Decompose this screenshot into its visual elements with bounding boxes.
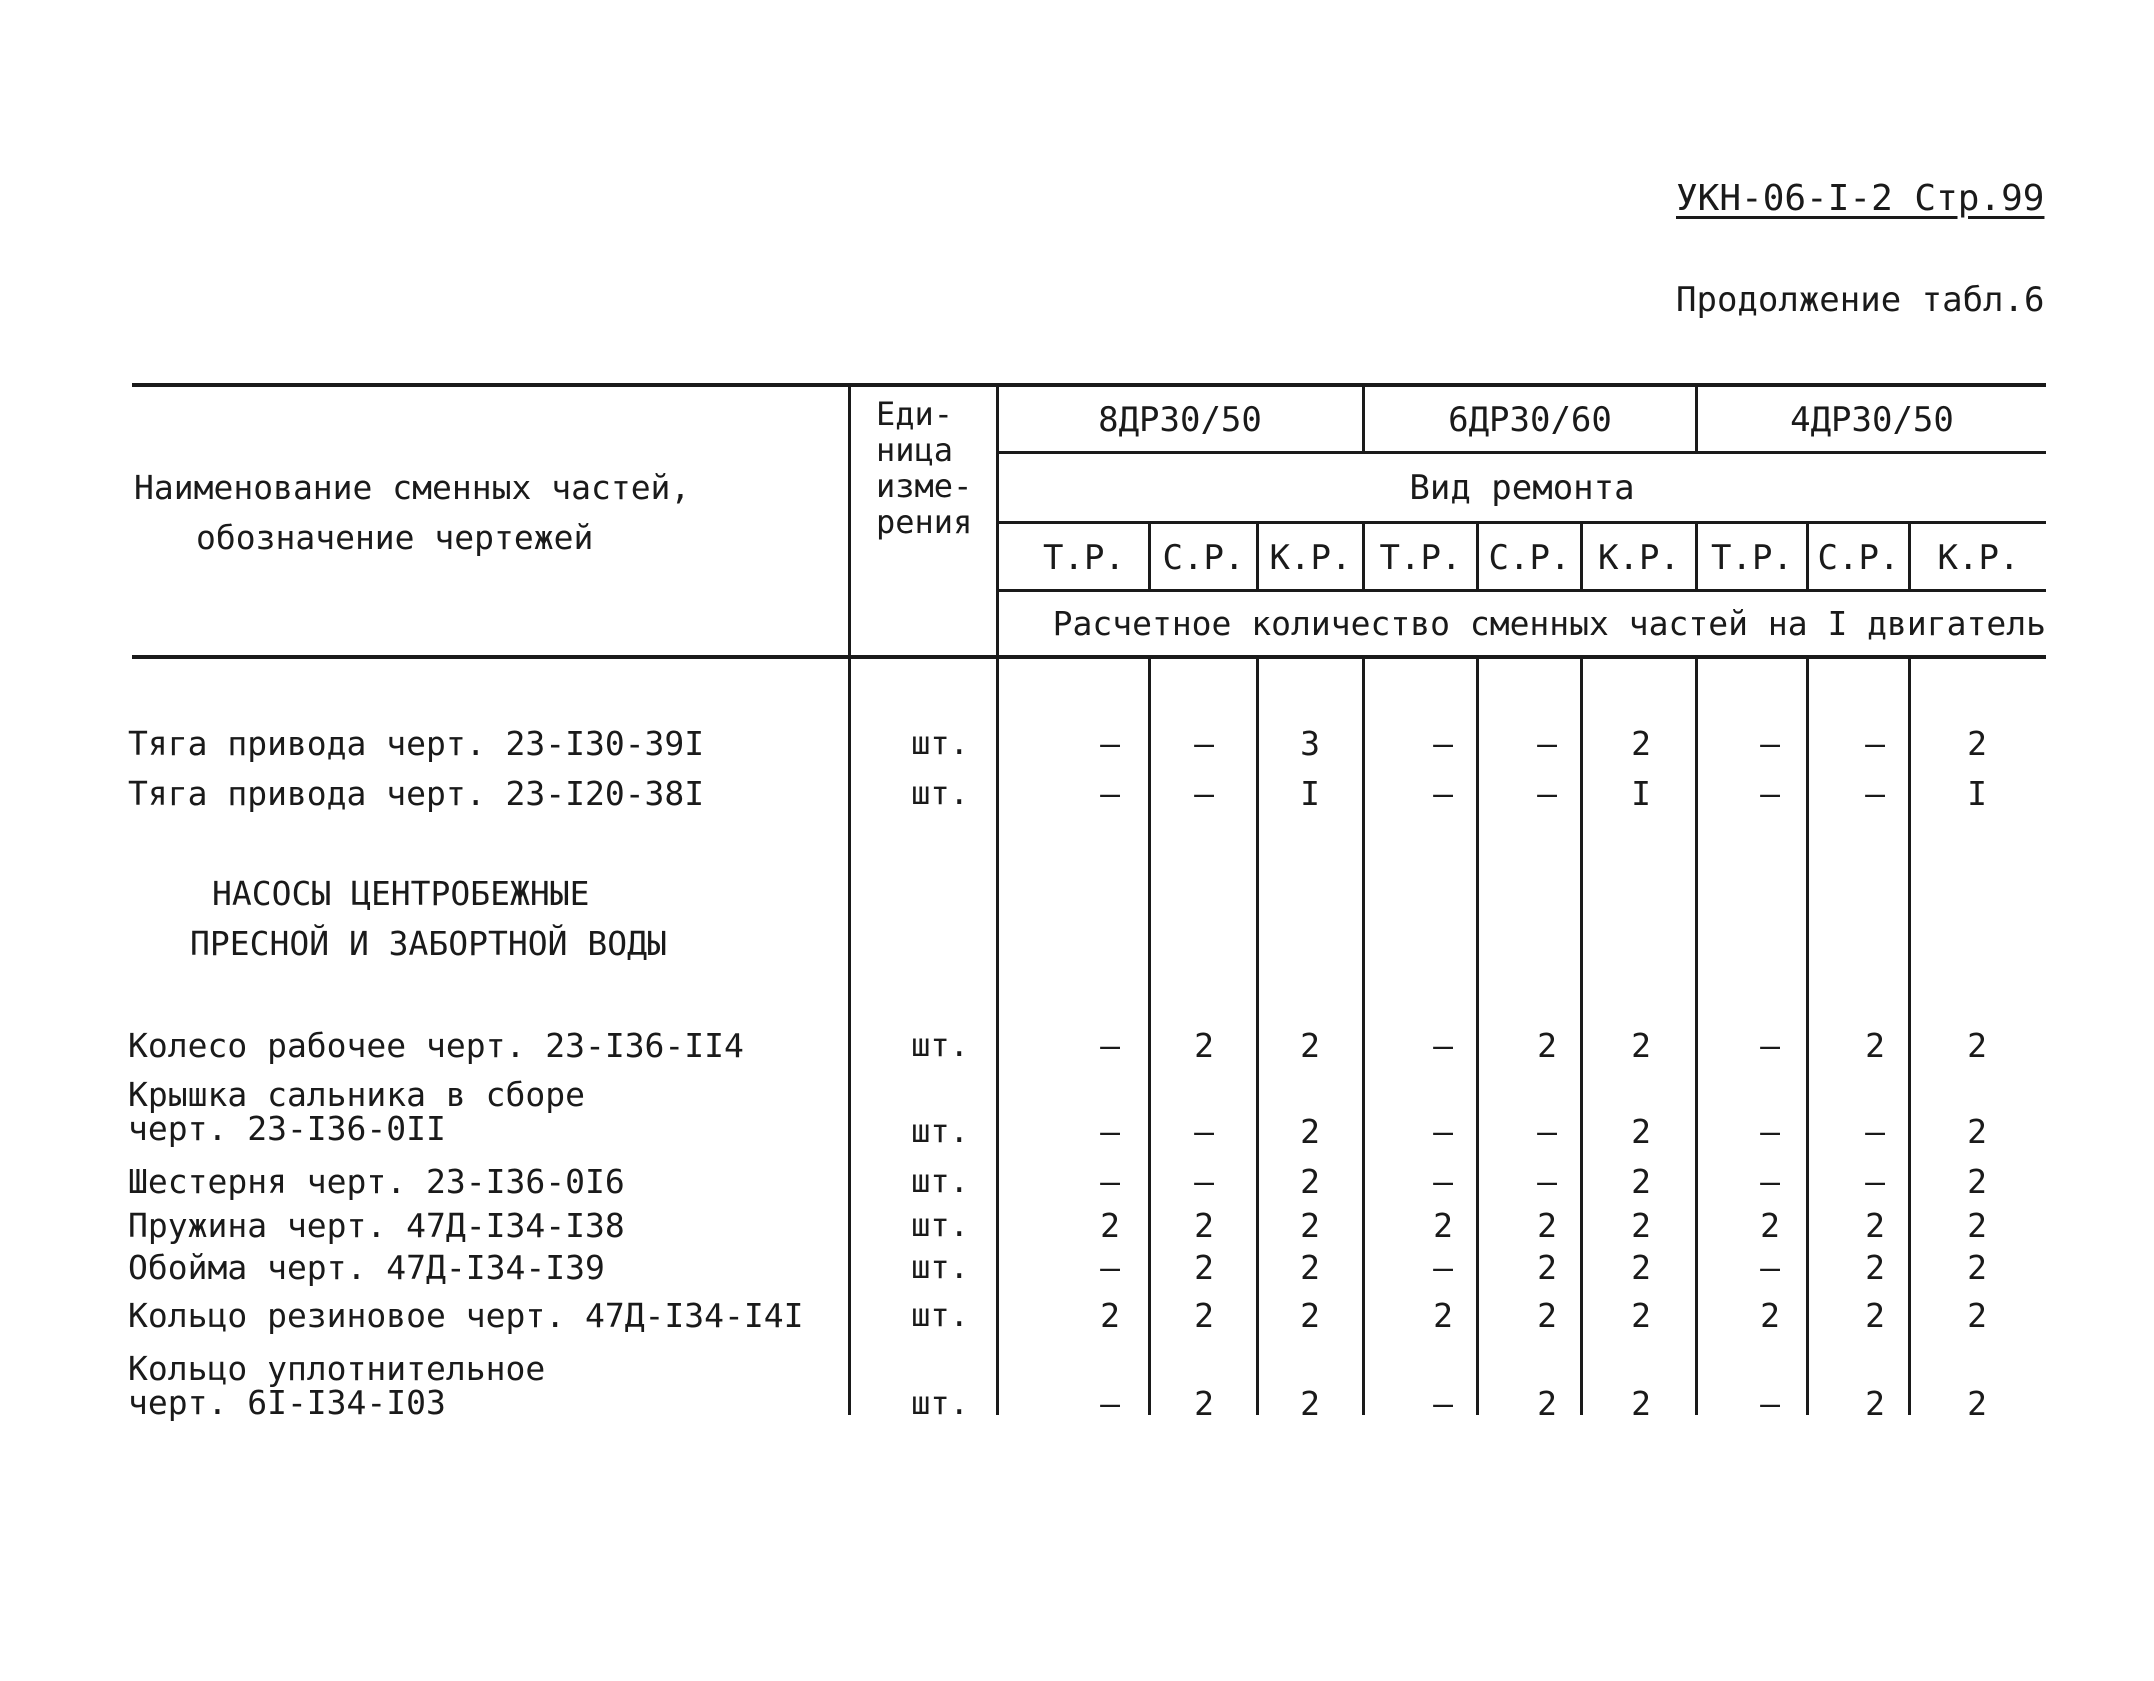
qty-cell: 2 [1631,1248,1651,1287]
qty-cell: 2 [1967,1206,1987,1245]
part-name: Кольцо резиновое черт. 47Д-I34-I4I [128,1296,804,1335]
qty-cell: 2 [1537,1206,1557,1245]
qty-cell: 2 [1631,1206,1651,1245]
qty-cell: 2 [1300,1384,1320,1423]
qty-cell: – [1194,724,1214,763]
qty-cell: – [1194,774,1214,813]
table-row [0,1248,2154,1294]
unit-column-header [876,396,972,540]
qty-cell: 2 [1537,1296,1557,1335]
qty-cell: – [1537,774,1557,813]
qty-cell: – [1433,1384,1453,1423]
qty-cell: 2 [1433,1296,1453,1335]
qty-cell: 2 [1967,1248,1987,1287]
table-header-bottom-rule [132,655,2046,659]
unit-header-part: рения [876,503,973,541]
qty-cell: 2 [1631,724,1651,763]
name-column-header-line2: обозначение чертежей [196,518,594,557]
qty-cell: I [1967,774,1987,813]
qty-cell: 2 [1194,1248,1214,1287]
qty-cell: 2 [1631,1384,1651,1423]
qty-cell: 2 [1537,1248,1557,1287]
qty-cell: 2 [1865,1206,1885,1245]
table-row [0,1162,2154,1208]
qty-cell: 2 [1967,1296,1987,1335]
qty-cell: 2 [1300,1112,1320,1151]
qty-cell: 2 [1537,1384,1557,1423]
qty-cell: – [1100,1112,1120,1151]
qty-cell: 2 [1194,1296,1214,1335]
qty-cell: 2 [1194,1026,1214,1065]
repair-code: К.Р. [1269,538,1352,578]
qty-cell: 2 [1194,1206,1214,1245]
part-name: Обойма черт. 47Д-I34-I39 [128,1248,605,1287]
table-row [0,774,2154,820]
qty-cell: I [1631,774,1651,813]
qty-cell: – [1760,774,1780,813]
table-row [0,1296,2154,1342]
qty-cell: 2 [1300,1248,1320,1287]
qty-cell: 2 [1760,1206,1780,1245]
part-name-line1: Кольцо уплотнительное [128,1349,546,1388]
engine-row-rule [996,451,2046,454]
qty-cell: 2 [1967,1112,1987,1151]
unit-header-part: ница [876,431,954,469]
table-continuation-label: Продолжение табл.6 [1676,280,2045,320]
qty-cell: 2 [1300,1296,1320,1335]
qty-cell: – [1100,1384,1120,1423]
qty-cell: – [1865,774,1885,813]
qty-cell: – [1537,724,1557,763]
qty-cell: 2 [1865,1296,1885,1335]
qty-cell: – [1537,1162,1557,1201]
qty-cell: 2 [1631,1026,1651,1065]
name-column-header-line1: Наименование сменных частей, [134,468,691,507]
engine-header-4dr: 4ДР30/50 [1790,400,1954,440]
quantity-caption: Расчетное количество сменных частей на I двигатель [1052,604,2046,643]
qty-cell: 2 [1100,1206,1120,1245]
unit-value: шт. [911,1112,969,1150]
qty-cell: 2 [1433,1206,1453,1245]
table-row [0,1026,2154,1072]
qty-cell: – [1537,1112,1557,1151]
repair-code: Т.Р. [1711,538,1793,578]
table-row [0,1109,2154,1158]
qty-cell: – [1760,1026,1780,1065]
qty-cell: – [1433,774,1453,813]
qty-cell: – [1433,724,1453,763]
qty-cell: 2 [1631,1112,1651,1151]
qty-cell: – [1760,1112,1780,1151]
qty-cell: 3 [1300,724,1320,763]
repair-code: С.Р. [1817,538,1900,578]
repair-code: С.Р. [1162,538,1245,578]
qty-cell: – [1100,724,1120,763]
qty-cell: 2 [1967,1162,1987,1201]
table-row [0,724,2154,770]
repair-code: Т.Р. [1379,538,1462,578]
qty-cell: – [1100,774,1120,813]
part-name: Тяга привода черт. 23-I30-39I [128,724,705,763]
repair-code: С.Р. [1488,538,1571,578]
unit-value: шт. [911,1026,969,1064]
part-name: Пружина черт. 47Д-I34-I38 [128,1206,625,1245]
qty-cell: – [1433,1248,1453,1287]
unit-value: шт. [911,724,969,762]
qty-cell: – [1194,1162,1214,1201]
unit-value: шт. [911,1206,969,1244]
part-name-line2: черт. 6I-I34-I03 [128,1383,446,1422]
qty-cell: 2 [1537,1026,1557,1065]
unit-value: шт. [911,774,969,812]
part-name: Шестерня черт. 23-I36-0I6 [128,1162,625,1201]
unit-value: шт. [911,1162,969,1200]
unit-header-part: Еди- [876,395,954,433]
repair-code: Т.Р. [1043,538,1125,578]
section-heading-line2: ПРЕСНОЙ И ЗАБОРТНОЙ ВОДЫ [190,924,667,963]
part-name-line2: черт. 23-I36-0II [128,1109,446,1148]
part-name: Колесо рабочее черт. 23-I36-II4 [128,1026,744,1065]
qty-cell: – [1760,1384,1780,1423]
qty-cell: – [1433,1112,1453,1151]
qty-cell: 2 [1300,1206,1320,1245]
qty-cell: – [1865,724,1885,763]
repair-codes-rule [996,589,2046,592]
qty-cell: 2 [1631,1296,1651,1335]
qty-cell: 2 [1300,1026,1320,1065]
repair-code: К.Р. [1598,538,1680,578]
section-heading-line1: НАСОСЫ ЦЕНТРОБЕЖНЫЕ [212,874,590,913]
qty-cell: 2 [1300,1162,1320,1201]
qty-cell: 2 [1631,1162,1651,1201]
table-top-rule [132,383,2046,387]
table-row [0,1384,2154,1430]
part-name-line1: Крышка сальника в сборе [128,1075,585,1114]
qty-cell: – [1760,1162,1780,1201]
repair-code: К.Р. [1937,538,2020,578]
unit-value: шт. [911,1384,969,1422]
qty-cell: 2 [1967,724,1987,763]
qty-cell: – [1100,1026,1120,1065]
document-reference: УКН-06-I-2 Стр.99 [1676,178,2045,219]
qty-cell: 2 [1967,1026,1987,1065]
qty-cell: 2 [1967,1384,1987,1423]
qty-cell: 2 [1865,1026,1885,1065]
engine-header-6dr: 6ДР30/60 [1448,400,1612,440]
repair-type-rule [996,521,2046,524]
qty-cell: – [1760,724,1780,763]
qty-cell: – [1865,1112,1885,1151]
unit-value: шт. [911,1248,969,1286]
qty-cell: 2 [1865,1384,1885,1423]
table-row [0,1206,2154,1252]
qty-cell: – [1100,1162,1120,1201]
qty-cell: 2 [1194,1384,1214,1423]
qty-cell: 2 [1760,1296,1780,1335]
unit-header-part: изме- [876,467,973,505]
engine-header-8dr: 8ДР30/50 [1098,400,1262,440]
qty-cell: – [1760,1248,1780,1287]
qty-cell: – [1100,1248,1120,1287]
qty-cell: – [1194,1112,1214,1151]
qty-cell: – [1433,1162,1453,1201]
qty-cell: – [1433,1026,1453,1065]
unit-value: шт. [911,1296,969,1334]
qty-cell: 2 [1865,1248,1885,1287]
qty-cell: – [1865,1162,1885,1201]
qty-cell: I [1300,774,1320,813]
repair-type-header: Вид ремонта [1409,468,1635,508]
part-name: Тяга привода черт. 23-I20-38I [128,774,705,813]
qty-cell: 2 [1100,1296,1120,1335]
